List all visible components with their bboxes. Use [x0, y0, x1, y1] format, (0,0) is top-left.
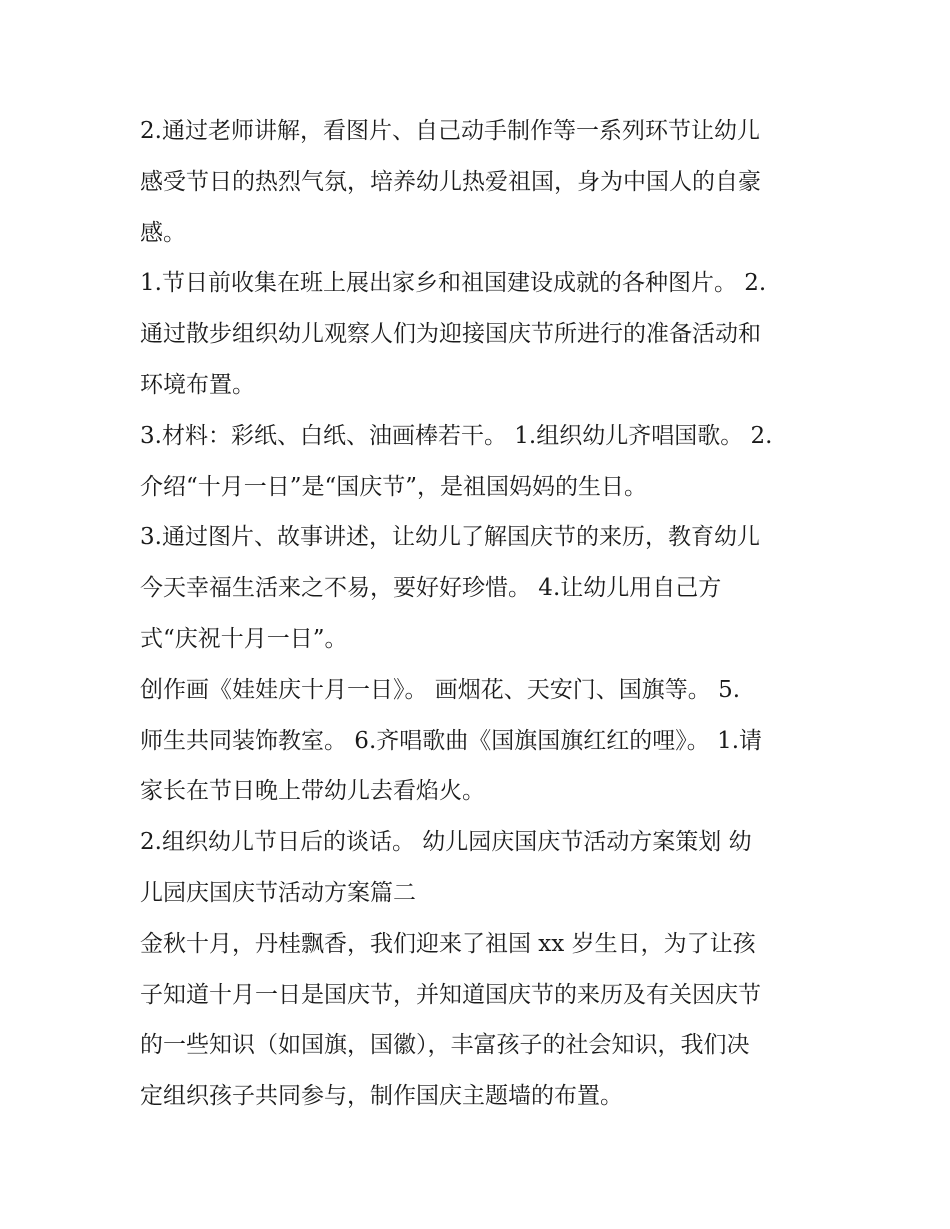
text-line: 1.节日前收集在班上展出家乡和祖国建设成就的各种图片。 2.: [140, 270, 767, 297]
text-line: 今天幸福生活来之不易，要好好珍惜。 4.让幼儿用自己方: [140, 575, 722, 602]
text-line: 创作画《娃娃庆十月一日》。 画烟花、天安门、国旗等。 5.: [140, 676, 741, 703]
text-line: 3.通过图片、故事讲述，让幼儿了解国庆节的来历，教育幼儿: [140, 524, 760, 551]
text-line: 环境布置。: [140, 371, 255, 398]
text-line: 定组织孩子共同参与，制作国庆主题墙的布置。: [140, 1083, 623, 1110]
text-line: 师生共同装饰教室。 6.齐唱歌曲《国旗国旗红红的哩》。 1.请: [140, 727, 763, 754]
text-line: 2.组织幼儿节日后的谈话。 幼儿园庆国庆节活动方案策划 幼: [140, 829, 752, 856]
text-line: 子知道十月一日是国庆节，并知道国庆节的来历及有关因庆节: [140, 981, 761, 1008]
text-line: 金秋十月，丹桂飘香，我们迎来了祖国 xx 岁生日，为了让孩: [140, 930, 756, 957]
document-body: [140, 106, 820, 1122]
text-line: 感。: [140, 219, 186, 246]
text-line: 介绍“十月一日”是“国庆节”，是祖国妈妈的生日。: [140, 473, 648, 500]
text-line: 家长在节日晚上带幼儿去看焰火。: [140, 778, 485, 805]
text-line: 儿园庆国庆节活动方案篇二: [140, 879, 416, 906]
text-line: 通过散步组织幼儿观察人们为迎接国庆节所进行的准备活动和: [140, 321, 761, 348]
text-line: 式“庆祝十月一日”。: [140, 625, 348, 652]
text-line: 2.通过老师讲解，看图片、自己动手制作等一系列环节让幼儿: [140, 118, 760, 144]
text-line: 的一些知识（如国旗，国徽），丰富孩子的社会知识，我们决: [140, 1032, 750, 1059]
text-line: 感受节日的热烈气氛，培养幼儿热爱祖国，身为中国人的自豪: [140, 168, 761, 195]
text-line: 3.材料：彩纸、白纸、油画棒若干。 1.组织幼儿齐唱国歌。 2.: [140, 422, 773, 449]
